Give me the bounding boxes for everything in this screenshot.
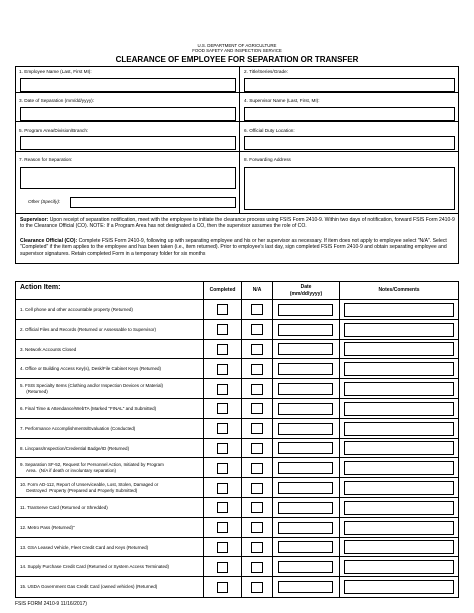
- date-field[interactable]: [278, 482, 333, 494]
- action-item-label: 9. Separation SF-52, Request for Personnel Action, Initiated by Program: [20, 462, 164, 468]
- action-item-label: 15. USDA Government Gas Credit Card (owned vehicles) (Returned): [20, 584, 158, 590]
- date-field[interactable]: [278, 304, 333, 316]
- completed-checkbox[interactable]: [217, 522, 228, 533]
- date-of-separation-field[interactable]: [20, 107, 236, 121]
- table-row: [16, 378, 458, 398]
- action-item-label: 10. Form AD-112, Report of Unserviceable, Lost, Stolen, Damaged or: [20, 482, 159, 488]
- action-items-table: [15, 281, 459, 598]
- na-checkbox[interactable]: [251, 364, 263, 375]
- completed-checkbox[interactable]: [217, 502, 228, 513]
- program-area-label: 5. Program Area/Division/Branch:: [19, 128, 89, 133]
- employee-name-label: 1. Employee Name (Last, First MI):: [19, 69, 92, 74]
- notes-field[interactable]: [344, 362, 454, 376]
- notes-field[interactable]: [344, 422, 454, 436]
- notes-field[interactable]: [344, 481, 454, 495]
- na-checkbox[interactable]: [251, 403, 263, 414]
- supervisor-label: Supervisor:: [20, 217, 49, 223]
- co-instructions: [20, 238, 456, 257]
- table-row: [16, 319, 458, 339]
- completed-checkbox[interactable]: [217, 324, 228, 335]
- completed-checkbox[interactable]: [217, 304, 228, 315]
- row-divider: [16, 151, 458, 152]
- action-item-label: 12. Metro Pass (Returned)": [20, 524, 75, 530]
- date-field[interactable]: [278, 581, 333, 593]
- completed-checkbox[interactable]: [217, 384, 228, 395]
- na-checkbox[interactable]: [251, 344, 263, 355]
- co-label: Clearance Official (CO):: [20, 238, 78, 244]
- action-item-label-cont: (Returned): [20, 388, 48, 394]
- table-row: [16, 339, 458, 359]
- notes-field[interactable]: [344, 342, 454, 356]
- completed-checkbox[interactable]: [217, 403, 228, 414]
- completed-checkbox[interactable]: [217, 582, 228, 593]
- date-field[interactable]: [278, 343, 333, 355]
- action-item-label: 11. TranServe Card (Returned or Shredded): [20, 505, 108, 510]
- table-row: [16, 477, 458, 497]
- notes-field[interactable]: [344, 461, 454, 475]
- table-header-notes: Notes/Comments: [378, 287, 420, 293]
- forwarding-address-label: 8. Forwarding Address: [244, 157, 291, 162]
- date-field[interactable]: [278, 324, 333, 336]
- date-field[interactable]: [278, 561, 333, 573]
- other-specify-field[interactable]: [70, 197, 236, 208]
- action-item-label-cont: Destroyed Property (Prepared and Properly Submitted): [20, 487, 138, 493]
- completed-checkbox[interactable]: [217, 542, 228, 553]
- form-number: FSIS FORM 2410-9 11/16/2017): [15, 601, 87, 607]
- notes-field[interactable]: [344, 560, 454, 574]
- completed-checkbox[interactable]: [217, 443, 228, 454]
- action-item-label: 3. Network Accounts Closed: [20, 346, 77, 352]
- completed-checkbox[interactable]: [217, 483, 228, 494]
- program-area-field[interactable]: [20, 136, 236, 150]
- title-series-grade-label: 2. Title/Series/Grade:: [244, 69, 289, 74]
- na-checkbox[interactable]: [251, 522, 263, 533]
- completed-checkbox[interactable]: [217, 364, 228, 375]
- completed-checkbox[interactable]: [217, 423, 228, 434]
- table-header-completed: Completed: [209, 287, 236, 293]
- table-row: [16, 438, 458, 458]
- notes-field[interactable]: [344, 402, 454, 416]
- date-field[interactable]: [278, 522, 333, 534]
- notes-field[interactable]: [344, 521, 454, 535]
- date-of-separation-label: 3. Date of Separation (mm/dd/yyyy):: [19, 98, 95, 103]
- date-field[interactable]: [278, 541, 333, 553]
- row-divider: [16, 213, 458, 214]
- official-duty-location-field[interactable]: [244, 136, 455, 150]
- na-checkbox[interactable]: [251, 304, 263, 315]
- table-row: [16, 418, 458, 438]
- na-checkbox[interactable]: [251, 562, 263, 573]
- na-checkbox[interactable]: [251, 324, 263, 335]
- table-header-action: Action Item:: [20, 284, 61, 291]
- notes-field[interactable]: [344, 382, 454, 396]
- completed-checkbox[interactable]: [217, 344, 228, 355]
- table-row: [16, 358, 458, 378]
- table-row: [16, 556, 458, 576]
- row-divider: [16, 121, 458, 122]
- action-item-label: 1. Cell phone and other accountable property (Returned): [20, 307, 133, 312]
- date-field[interactable]: [278, 403, 333, 415]
- action-item-label: 6. Final Time & Attendance/WebTA (Marked "FINAL" and Submitted): [20, 406, 157, 411]
- employee-name-field[interactable]: [20, 78, 236, 92]
- forwarding-address-field[interactable]: [244, 167, 455, 210]
- action-item-label: 4. Office or Building Access Key(s), Desk/File Cabinet Keys (Returned): [20, 366, 161, 372]
- row-divider: [16, 92, 458, 93]
- na-checkbox[interactable]: [251, 542, 263, 553]
- na-checkbox[interactable]: [251, 582, 263, 593]
- action-item-label: 7. Performance Accomplishments/Evaluation (Conducted): [20, 425, 136, 431]
- co-text: Complete FSIS Form 2410-9, following up with separating employee and his or her supervisor as necessary. If item does not apply to employee select "N/A". Select "Completed" if the item applies to the employee and has been taken (i.e., item returned). Prior to employee's last day, sign completed FSIS Form 2410-9 and obtain separating employee and supervisor signatures. Retain completed Form in a temporary folder for six months: [20, 238, 447, 257]
- supervisor-name-field[interactable]: [244, 107, 455, 121]
- action-item-label: 13. GSA Leased Vehicle, Fleet Credit Card and Keys (Returned): [20, 544, 149, 550]
- table-row: [16, 457, 458, 477]
- completed-checkbox[interactable]: [217, 463, 228, 474]
- notes-field[interactable]: [344, 501, 454, 515]
- supervisor-instructions: [20, 217, 456, 230]
- date-field[interactable]: [278, 363, 333, 375]
- date-field[interactable]: [278, 442, 333, 454]
- agency-line-1: U.S. DEPARTMENT OF AGRICULTURE: [197, 43, 277, 48]
- reason-for-separation-label: 7. Reason for Separation:: [19, 157, 73, 162]
- na-checkbox[interactable]: [251, 483, 263, 494]
- na-checkbox[interactable]: [251, 443, 263, 454]
- action-item-label-cont: Area. (N/A if death or involuntary separation): [20, 467, 117, 473]
- action-item-label: 8. Lincpass/Inspection/Credential Badge/ID (Returned): [20, 445, 130, 451]
- table-header-date-format: (mm/dd/yyyy): [289, 291, 323, 297]
- date-field[interactable]: [278, 502, 333, 514]
- agency-line-2: FOOD SAFETY AND INSPECTION SERVICE: [192, 48, 282, 53]
- date-field[interactable]: [278, 462, 333, 474]
- table-row: [16, 537, 458, 557]
- table-row: [16, 398, 458, 418]
- notes-field[interactable]: [344, 441, 454, 455]
- column-divider: [239, 67, 240, 213]
- reason-for-separation-field[interactable]: [20, 167, 236, 189]
- other-specify-label: Other (Specify):: [28, 199, 61, 204]
- na-checkbox[interactable]: [251, 463, 263, 474]
- notes-field[interactable]: [344, 323, 454, 337]
- notes-field[interactable]: [344, 303, 454, 317]
- table-row: [16, 497, 458, 517]
- supervisor-name-label: 4. Supervisor Name (Last, First, MI):: [244, 98, 320, 103]
- completed-checkbox[interactable]: [217, 562, 228, 573]
- action-item-label: 2. Official Files and Records (Returned or Assessable to Supervisor): [20, 326, 156, 332]
- form-title: CLEARANCE OF EMPLOYEE FOR SEPARATION OR TRANSFER: [115, 55, 359, 64]
- date-field[interactable]: [278, 383, 333, 395]
- employee-info-section: [15, 66, 459, 264]
- action-item-label: 5. FSIS Specialty Items (Clothing and/or Inspection Devices or Material): [20, 383, 164, 389]
- na-checkbox[interactable]: [251, 423, 263, 434]
- title-series-grade-field[interactable]: [244, 78, 455, 92]
- na-checkbox[interactable]: [251, 384, 263, 395]
- official-duty-location-label: 6. Official Duty Location:: [244, 128, 295, 133]
- table-row: [16, 576, 458, 596]
- action-item-label: 14. Supply Purchase Credit Card (Returned or System Access Terminated): [20, 564, 169, 570]
- table-header-date: Date: [300, 284, 312, 290]
- date-field[interactable]: [278, 423, 333, 435]
- table-row: [16, 299, 458, 319]
- table-row: [16, 517, 458, 537]
- notes-field[interactable]: [344, 580, 454, 594]
- table-header-na: N/A: [252, 287, 262, 293]
- na-checkbox[interactable]: [251, 502, 263, 513]
- notes-field[interactable]: [344, 540, 454, 554]
- supervisor-text: Upon receipt of separation notification, meet with the employee to initiate the clearance process using FSIS Form 2410-9. Within two days of notification, forward FSIS Form 2410-9 to the Clearance Official (CO). NOTE: If a Program Area has not designated a CO, then the supervisor assumes the role of CO.: [20, 217, 455, 230]
